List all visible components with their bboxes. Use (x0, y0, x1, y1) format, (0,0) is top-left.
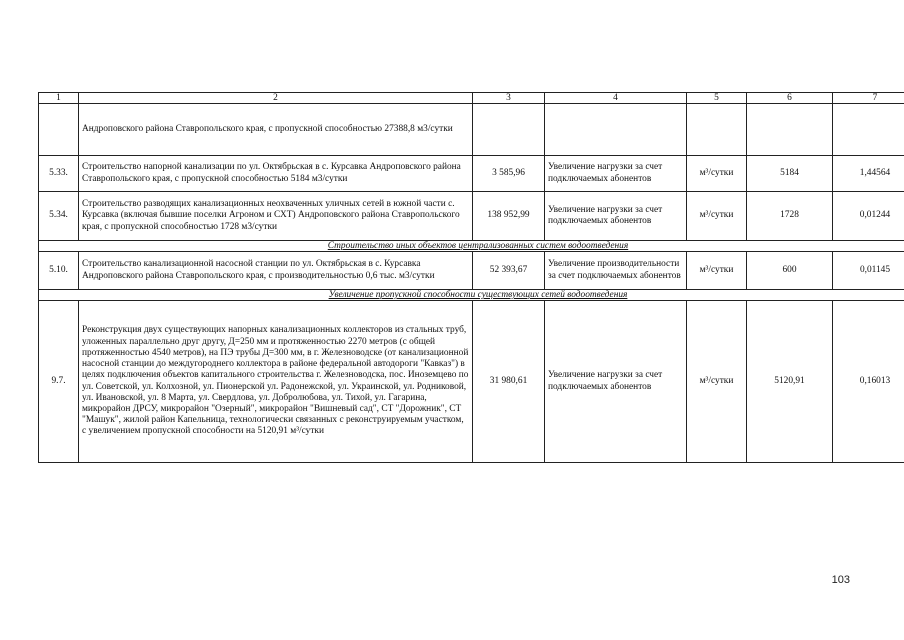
cell-effect: Увеличение нагрузки за счет подключаемых абонентов (545, 301, 687, 463)
table-row (39, 192, 904, 241)
cell-name: Строительство разводящих канализационных неохваченных уличных сетей в южной части с. Курсавка (включая бывшие поселки Агроном и СХТ) Андроповского района Ставропольского края, с пропускной способностью 1728 м3/сутки (79, 192, 473, 241)
column-number: 5 (687, 93, 747, 104)
page-number: 103 (831, 574, 850, 586)
cell-unit: м³/сутки (687, 192, 747, 241)
cell-num: 5.33. (39, 156, 79, 192)
column-number: 6 (747, 93, 833, 104)
cell-effect: Увеличение нагрузки за счет подключаемых абонентов (545, 156, 687, 192)
cell-ratio: 0,01145 (833, 252, 904, 290)
cell-num: 5.34. (39, 192, 79, 241)
section-row (39, 241, 904, 252)
table-row (39, 252, 904, 290)
cell-value: 600 (747, 252, 833, 290)
cell-ratio: 1,44564 (833, 156, 904, 192)
cell-unit (687, 104, 747, 156)
cell-value: 5120,91 (747, 301, 833, 463)
cell-value (747, 104, 833, 156)
cell-num (39, 104, 79, 156)
table-row (39, 301, 904, 463)
section-heading: Строительство иных объектов централизованных систем водоотведения (39, 241, 904, 252)
table-row (39, 156, 904, 192)
cell-num: 5.10. (39, 252, 79, 290)
cell-effect: Увеличение производительности за счет подключаемых абонентов (545, 252, 687, 290)
column-number: 4 (545, 93, 687, 104)
cell-ratio: 0,16013 (833, 301, 904, 463)
cell-name: Андроповского района Ставропольского края, с пропускной способностью 27388,8 м3/сутки (79, 104, 473, 156)
cell-unit: м³/сутки (687, 156, 747, 192)
table-row-continuation (39, 104, 904, 156)
section-row (39, 290, 904, 301)
cell-unit: м³/сутки (687, 252, 747, 290)
cell-cost (473, 104, 545, 156)
column-number: 1 (39, 93, 79, 104)
cell-cost: 138 952,99 (473, 192, 545, 241)
section-heading: Увеличение пропускной способности существующих сетей водоотведения (39, 290, 904, 301)
cell-num: 9.7. (39, 301, 79, 463)
column-number: 2 (79, 93, 473, 104)
cell-unit: м³/сутки (687, 301, 747, 463)
cell-name: Строительство канализационной насосной станции по ул. Октябрьская в с. Курсавка Андроповского района Ставропольского края, с производительностью 0,6 тыс. м3/сутки (79, 252, 473, 290)
cell-cost: 31 980,61 (473, 301, 545, 463)
column-number-row (39, 93, 904, 104)
cell-effect: Увеличение нагрузки за счет подключаемых абонентов (545, 192, 687, 241)
cell-value: 5184 (747, 156, 833, 192)
cell-name: Строительство напорной канализации по ул. Октябрьская в с. Курсавка Андроповского района Ставропольского края, с пропускной способностью 5184 м3/сутки (79, 156, 473, 192)
cell-name: Реконструкция двух существующих напорных канализационных коллекторов из стальных труб, уложенных параллельно друг другу, Д=250 мм и протяженностью 2270 метров (с общей протяженностью 4540 метров), на ПЭ трубы Д=300 мм, в г. Железноводске (от канализационной насосной станции до междугороднего коллектора в районе федеральной автодороги "Кавказ") в целях подключения объектов капитального строительства г. Железноводска, пос. Иноземцево по ул. Советской, ул. Колхозной, ул. Пионерской ул. Радонежской, ул. Украинской, ул. Родниковой, ул. Ивановской, ул. 8 Марта, ул. Свердлова, ул. Добролюбова, ул. Тихой, ул. Гагарина, микрорайон ДРСУ, микрорайон "Озерный", микрорайон "Вишневый сад", СТ "Дорожник", СТ "Машук", жилой район Капельница, технологически связанных с реконструируемым участком, с увеличением пропускной способности на 5120,91 м³/сутки (79, 301, 473, 463)
measures-table (38, 92, 904, 463)
column-number: 7 (833, 93, 904, 104)
column-number: 3 (473, 93, 545, 104)
cell-cost: 3 585,96 (473, 156, 545, 192)
cell-value: 1728 (747, 192, 833, 241)
cell-cost: 52 393,67 (473, 252, 545, 290)
cell-ratio (833, 104, 904, 156)
cell-effect (545, 104, 687, 156)
cell-ratio: 0,01244 (833, 192, 904, 241)
